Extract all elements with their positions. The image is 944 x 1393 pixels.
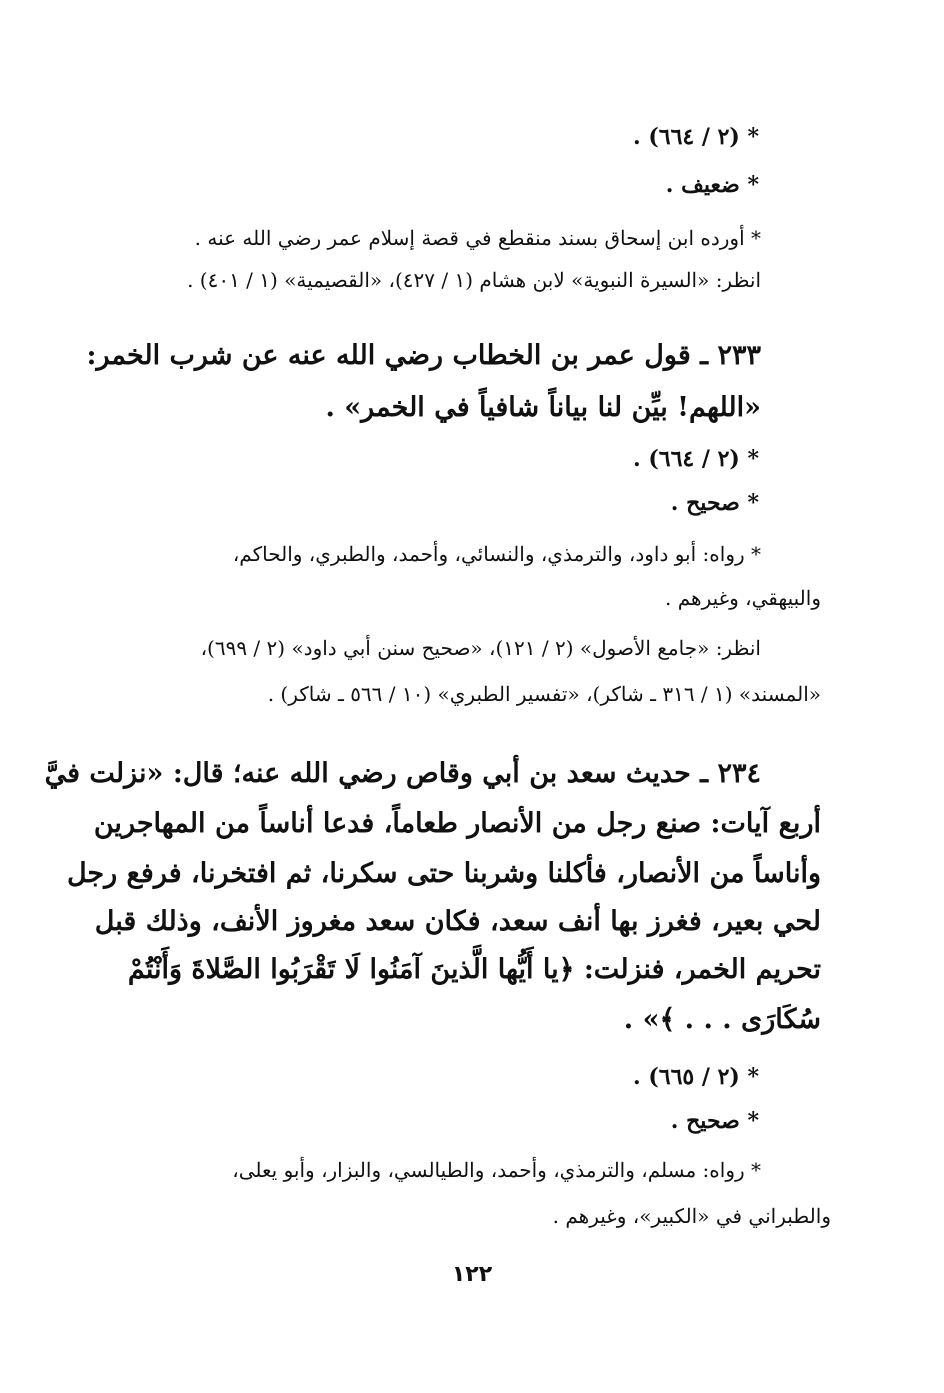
- narrators-list: * رواه: مسلم، والترمذي، وأحمد، والطيالسي، والبزار، وأبو يعلى،: [232, 1158, 761, 1182]
- page-number: ١٢٢: [451, 1262, 493, 1287]
- narration-note: * أورده ابن إسحاق بسند منقطع في قصة إسلام عمر رضي الله عنه .: [194, 226, 761, 250]
- entry-text-234: وأناساً من الأنصار، فأكلنا وشربنا حتى سكرنا، ثم افتخرنا، فرفع رجل: [66, 858, 821, 889]
- grading: * صحيح .: [670, 490, 759, 516]
- grading: * ضعيف .: [665, 172, 759, 198]
- narrators-list: * رواه: أبو داود، والترمذي، والنسائي، وأحمد، والطبري، والحاكم،: [232, 542, 761, 566]
- grading: * صحيح .: [670, 1108, 759, 1134]
- entry-heading-234: ٢٣٤ ـ حديث سعد بن أبي وقاص رضي الله عنه؛ قال: «نزلت فيَّ: [44, 758, 761, 789]
- narrators-list-continued: والطبراني في «الكبير»، وغيرهم .: [552, 1204, 831, 1228]
- see-also-references: انظر: «جامع الأصول» (٢ / ١٢١)، «صحيح سنن أبي داود» (٢ / ٦٩٩)،: [200, 636, 761, 660]
- entry-text-234: لحي بعير، فغرز بها أنف سعد، فكان سعد مغروز الأنف، وذلك قبل: [94, 906, 821, 937]
- see-also-references: انظر: «السيرة النبوية» لابن هشام (١ / ٤٢٧)، «القصيمية» (١ / ٤٠١) .: [187, 268, 761, 292]
- see-also-references-continued: «المسند» (١ / ٣١٦ ـ شاكر)، «تفسير الطبري» (١٠ / ٥٦٦ ـ شاكر) .: [267, 682, 821, 706]
- narrators-list-continued: والبيهقي، وغيرهم .: [665, 586, 821, 610]
- source-reference: * (٢ / ٦٦٥) .: [633, 1064, 759, 1090]
- entry-text-234: أربع آيات: صنع رجل من الأنصار طعاماً، فدعا أناساً من المهاجرين: [93, 808, 821, 839]
- source-reference: * (٢ / ٦٦٤) .: [633, 446, 759, 472]
- entry-text-234: سُكَارَى . . . ﴾» .: [623, 1004, 821, 1035]
- entry-text-233: «اللهم! بيِّن لنا بياناً شافياً في الخمر» .: [325, 392, 761, 423]
- source-reference: * (٢ / ٦٦٤) .: [633, 124, 759, 150]
- entry-text-234: تحريم الخمر، فنزلت: ﴿يا أَيُّها الَّذينَ آمَنُوا لَا تَقْرَبُوا الصَّلاةَ وَأَنْتُمْ: [127, 954, 821, 985]
- entry-heading-233: ٢٣٣ ـ قول عمر بن الخطاب رضي الله عنه عن شرب الخمر:: [86, 340, 761, 371]
